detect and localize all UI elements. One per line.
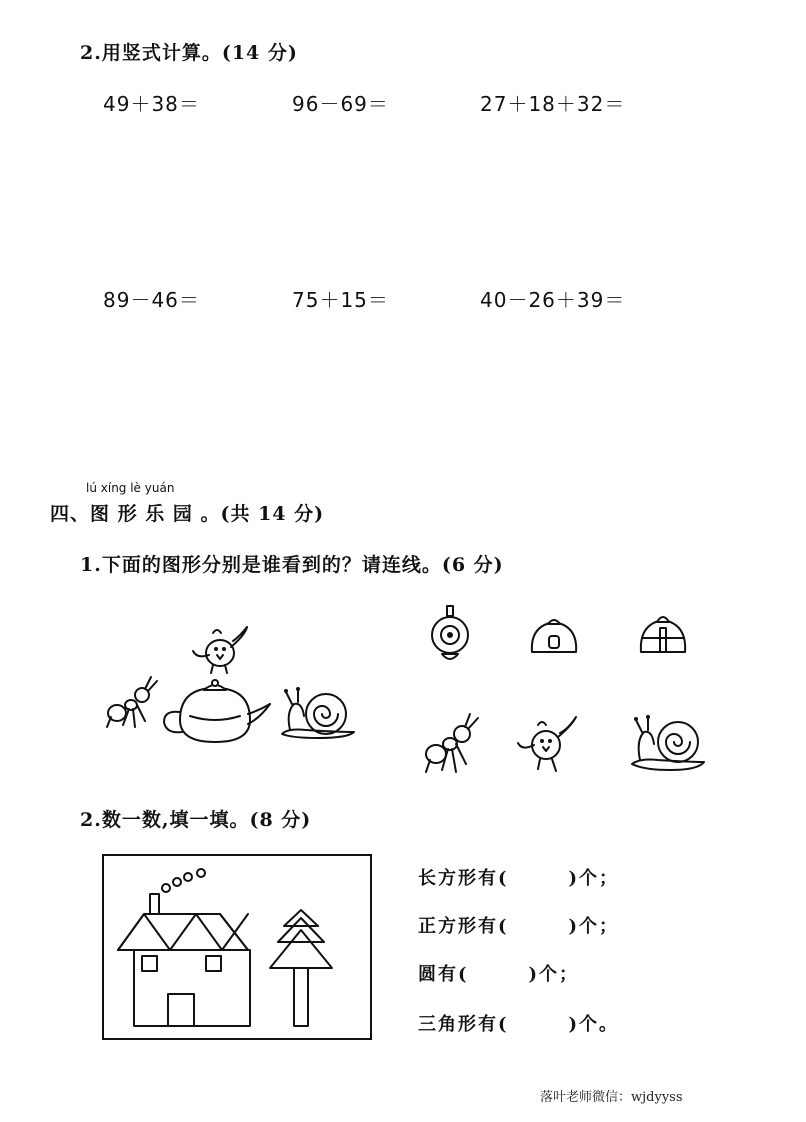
problem-4: 89－46＝: [103, 288, 200, 312]
house-tree-picture: [102, 854, 372, 1040]
fill-triangle: 三角形有( )个。: [418, 1014, 620, 1035]
scene-snail-icon: [282, 687, 354, 738]
section4-pinyin: lú xíng lè yuán: [86, 481, 175, 495]
q1-title: 1.下面的图形分别是谁看到的？请连线。(6 分): [80, 554, 504, 576]
scene-ant-icon: [107, 677, 157, 727]
snail-icon: [630, 712, 706, 778]
problem-1: 49＋38＝: [103, 92, 200, 116]
problem-6: 40－26＋39＝: [480, 288, 626, 312]
q2-title: 2.数一数,填一填。(8 分): [80, 809, 312, 831]
bird-icon: [518, 715, 582, 777]
teapot-view-side: [637, 610, 689, 660]
fill-square: 正方形有( )个；: [418, 916, 620, 937]
problem-3: 27＋18＋32＝: [480, 92, 626, 116]
teapot-view-front: [528, 612, 580, 660]
problem-2: 96－69＝: [292, 92, 389, 116]
ant-icon: [422, 712, 480, 778]
teapot-view-top: [428, 602, 478, 672]
problem-5: 75＋15＝: [292, 288, 389, 312]
scene-illustration: [100, 620, 370, 750]
fill-circle: 圆有( )个；: [418, 964, 580, 985]
scene-teapot-icon: [164, 680, 270, 742]
footer-note: 落叶老师微信：wjdyyss: [540, 1090, 683, 1105]
fill-rectangle: 长方形有( )个；: [418, 868, 620, 889]
scene-bird-icon: [193, 627, 247, 673]
section2-title: 2.用竖式计算。(14 分): [80, 42, 298, 64]
section4-title: 四、图 形 乐 园 。(共 14 分): [50, 503, 325, 525]
